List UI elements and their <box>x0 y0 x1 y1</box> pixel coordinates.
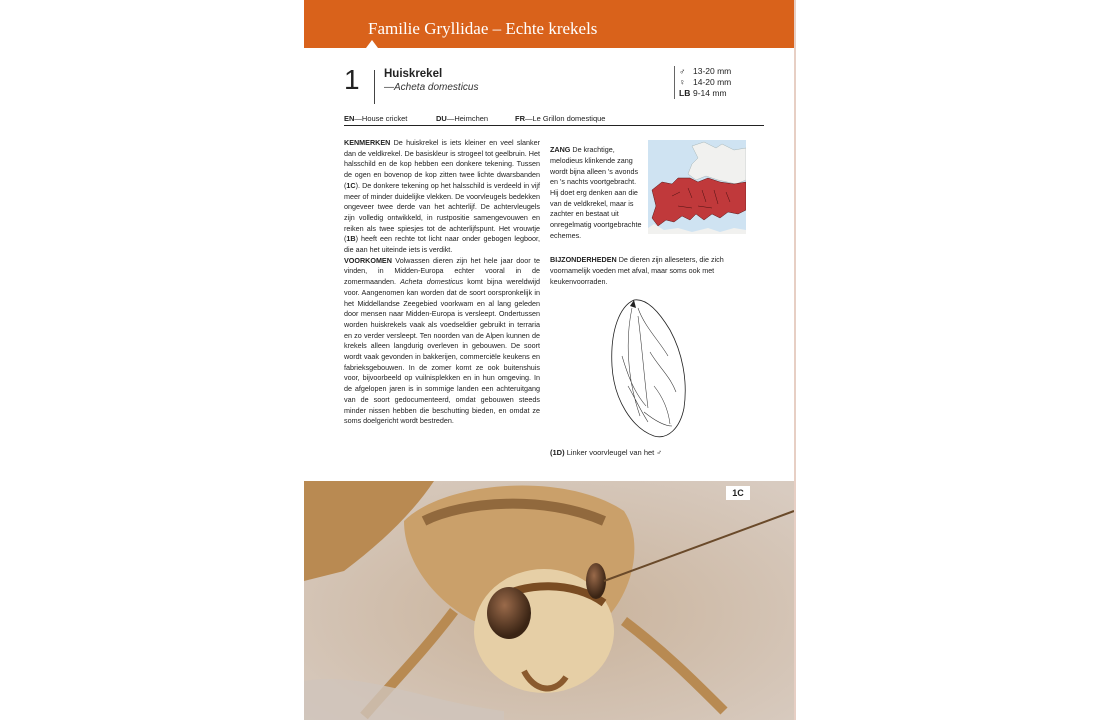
banner-notch <box>366 40 378 48</box>
size-value: 14-20 mm <box>693 77 732 87</box>
scientific-prefix: — <box>384 82 394 93</box>
size-value: 13-20 mm <box>693 66 732 76</box>
zang-section: ZANG De krachtige, melodieus klinkende zang wordt bijna alleen 's avonds en 's nachts voortgebracht. Hij doet erg denken aan die van de veldkrekel, maar is zachter en bestaat uit onregelmatig voortgebrachte echemes. <box>550 145 642 240</box>
lang-fr: FR—Le Grillon domestique <box>515 114 606 123</box>
size-table <box>674 66 731 99</box>
lang-en: EN—House cricket <box>344 114 408 123</box>
lang-du: DU—Heimchen <box>436 114 489 123</box>
text-column-left <box>344 138 540 427</box>
size-row-body-length <box>679 88 731 99</box>
bijzonderheden-section: BIJZONDERHEDEN De dieren zijn alleseters, die zich voornamelijk voeden met afval, maar soms ook met keukenvoorraden. <box>550 255 724 286</box>
size-value: 9-14 mm <box>693 88 727 98</box>
figure-caption: (1D) Linker voorvleugel van het ♂ <box>550 448 662 457</box>
kenmerken-paragraph: KENMERKEN De huiskrekel is iets kleiner en veel slanker dan de veldkrekel. De basiskleur is strogeel tot geelbruin. Het halsschild en de kop hebben een donkere tekening. Tussen de ogen en bovenop de kop zitten twee lichte dwarsbanden (1C). De donkere tekening op het halsschild is verdeeld in vijf meer of minder duidelijke vlekken. De voorvleugels bedekken ongeveer twee derde van het achterlijf. De achtervleugels zijn volledig ontwikkeld, in rustpositie samengevouwen en reiken als twee spiesjes tot de achterlijfspunt. Het vrouwtje (1B) heeft een rechte tot licht naar onder gebogen legboor, die aan het uiteinde iets is verdikt. <box>344 138 540 255</box>
voorkomen-paragraph: VOORKOMEN Volwassen dieren zijn het hele jaar door te vinden, in Midden-Europa echter vooral in de zomermaanden. Acheta domesticus komt bijna wereldwijd voor. Aangenomen kan worden dat de soort oorspronkelijk in het Middellandse Zeegebied voorkwam en al lang geleden door mensen naar Midden-Europa is versleept. Ondertussen worden huiskrekels vaak als voedseldier gebruikt in terraria en zo verder versleept. Ten noorden van de Alpen kunnen de krekels alleen langdurig overleven in gebouwen. De soort wordt vaak gevonden in bakkerijen, commerciële keukens en fabrieksgebouwen. In de zomer komt ze ook buitenshuis voor, bijvoorbeeld op vuilnisplekken en in hun omgeving. In de afgelopen jaren is in sommige landen een achteruitgang van de soort gedocumenteerd, omdat gebouwen steeds minder nissen hebben die beschutting bieden, en omdat ze soms doelgericht wordt bestreden. <box>344 255 540 426</box>
cricket-eye-right <box>586 563 606 599</box>
female-symbol: ♀ <box>679 77 686 87</box>
species-scientific-name: Acheta domesticus <box>394 82 479 93</box>
photo-label: 1C <box>726 486 750 500</box>
species-number: 1 <box>344 64 360 95</box>
family-banner <box>304 0 794 48</box>
cricket-photo <box>304 481 794 720</box>
forewing-drawing <box>604 296 688 440</box>
size-row-male <box>679 66 731 77</box>
book-page <box>304 0 796 720</box>
size-row-female <box>679 77 731 88</box>
species-common-name: Huiskrekel <box>384 68 443 80</box>
body-length-symbol: LB <box>679 88 691 98</box>
wing-veins <box>622 308 676 426</box>
species-divider <box>374 70 375 104</box>
cricket-eye-left <box>487 587 531 639</box>
language-names-bar <box>344 114 764 126</box>
male-symbol: ♂ <box>679 66 686 76</box>
wing-outline <box>612 300 685 437</box>
species-scientific-line <box>384 82 479 93</box>
distribution-map <box>648 140 746 234</box>
family-title: Familie Gryllidae – Echte krekels <box>368 19 598 38</box>
